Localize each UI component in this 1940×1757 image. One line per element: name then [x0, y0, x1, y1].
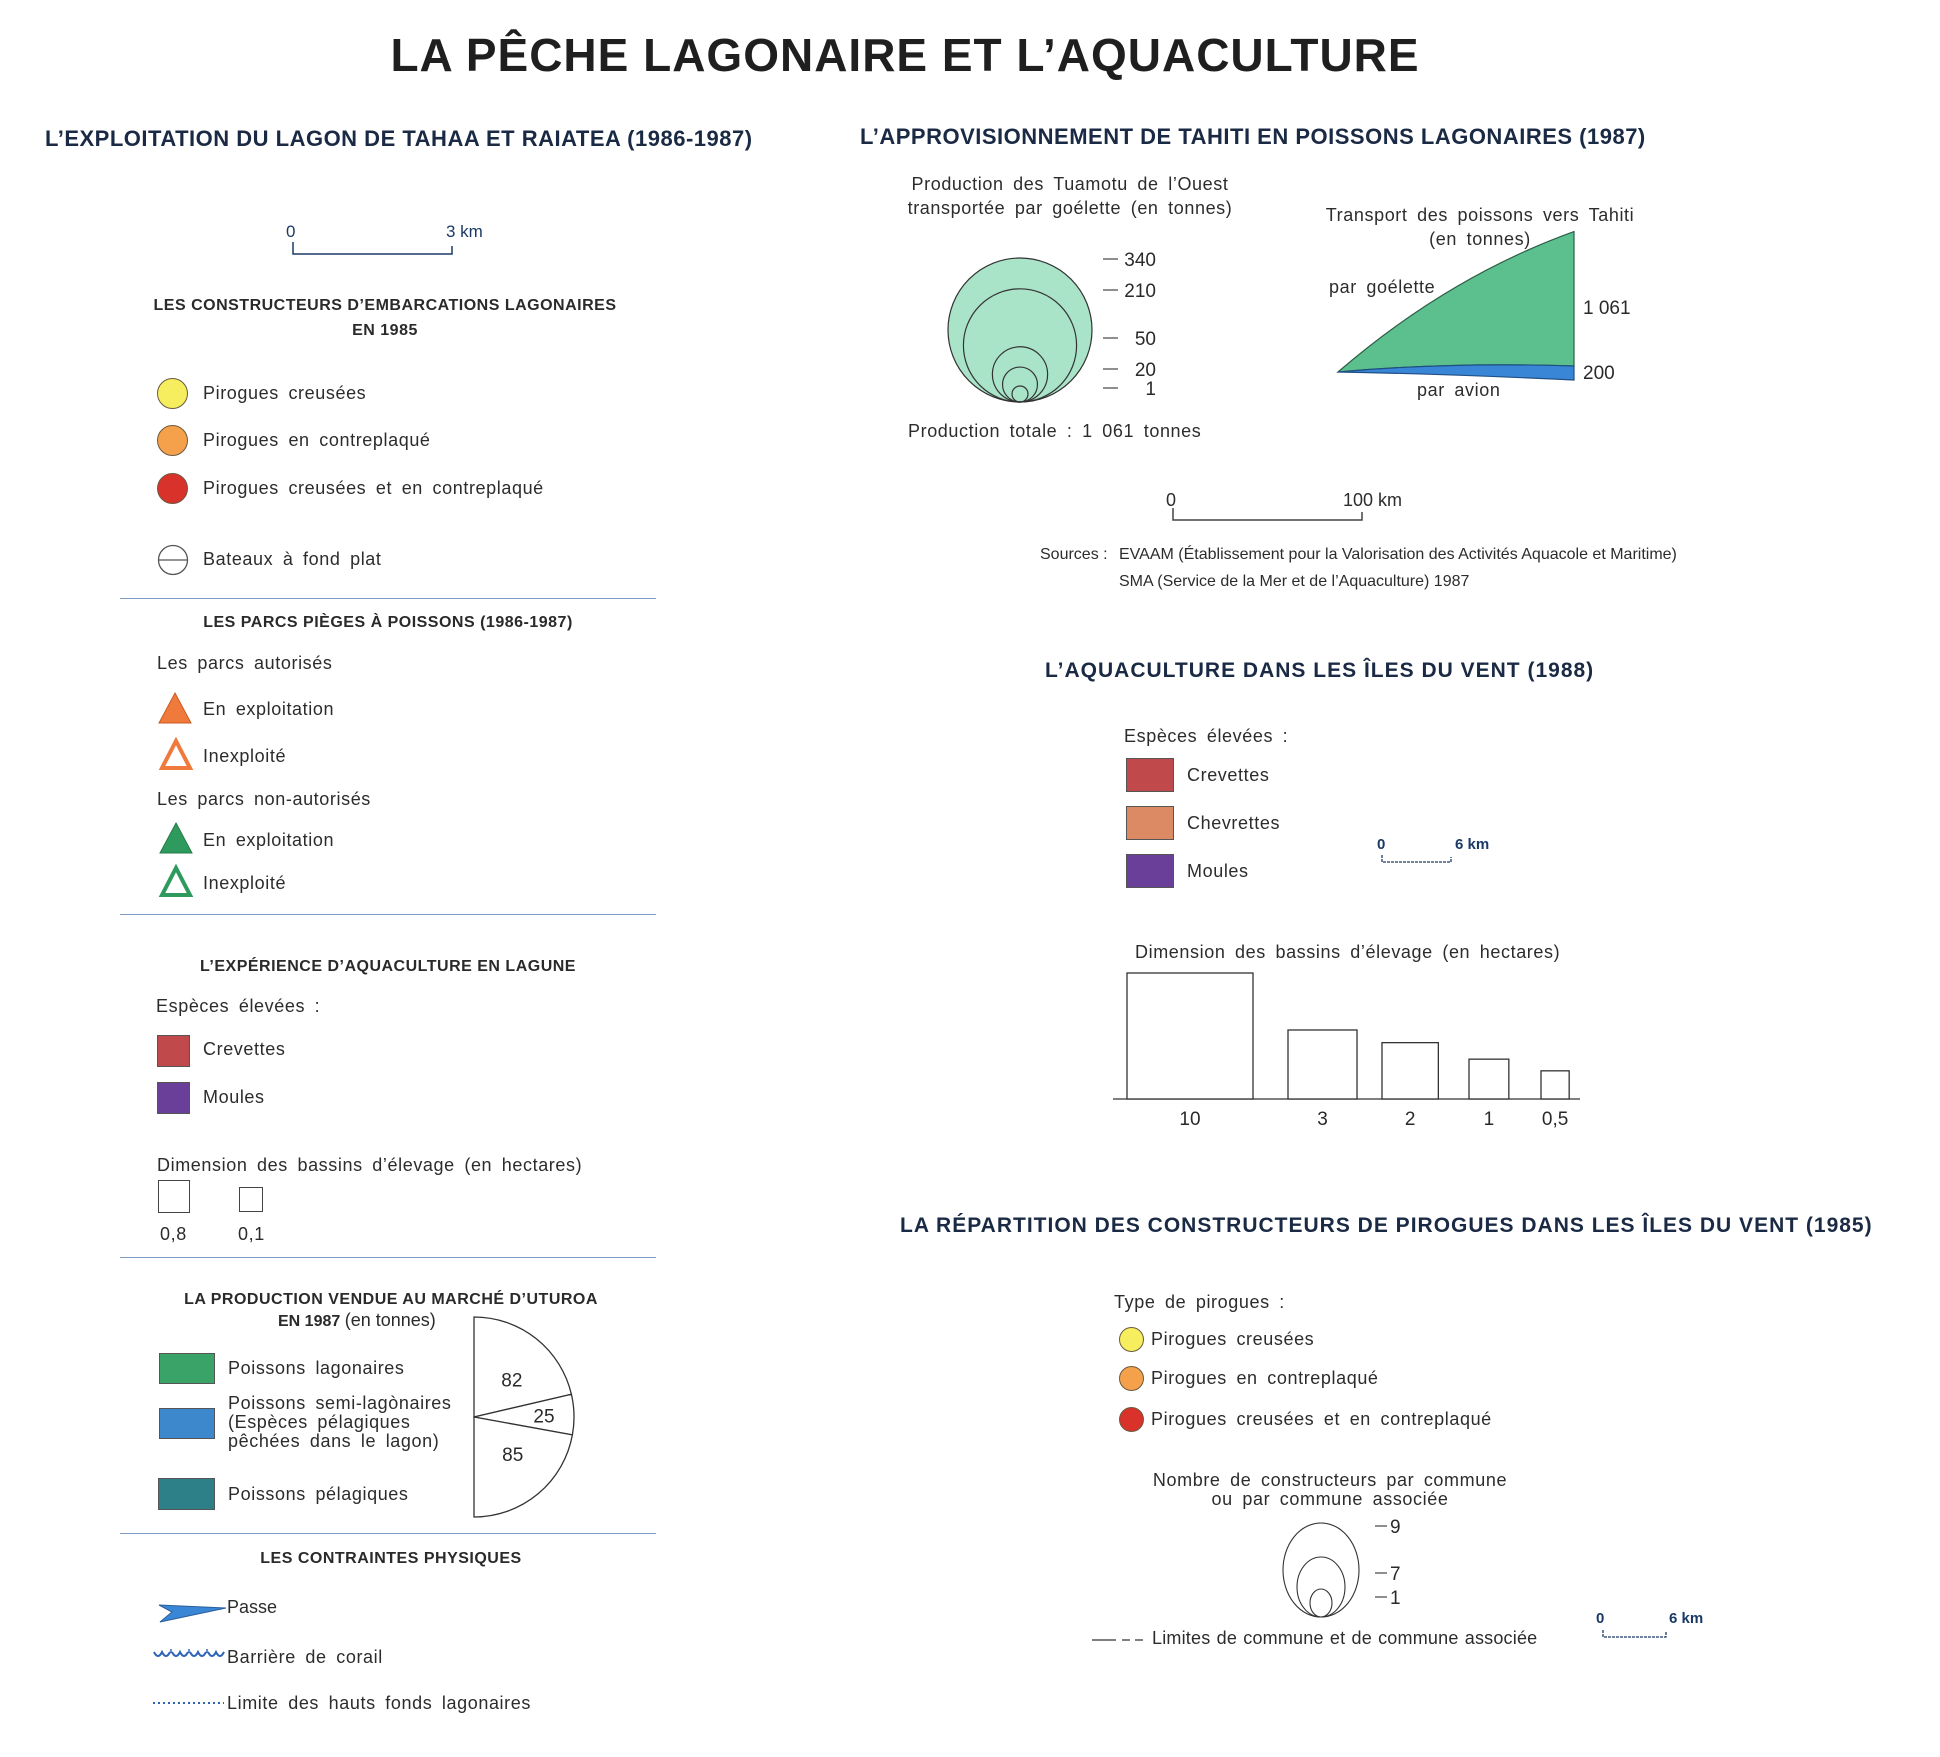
- legend-label: Poissons pélagiques: [228, 1484, 409, 1504]
- scale-end-label: 3 km: [446, 222, 483, 241]
- legend-label: Bateaux à fond plat: [203, 549, 382, 569]
- orange-circle-icon: [1119, 1366, 1144, 1391]
- red-circle-icon: [157, 473, 188, 504]
- scale-end-label: 100 km: [1343, 490, 1403, 510]
- bar-label: 10: [1179, 1109, 1201, 1130]
- nombre-line-1: Nombre de constructeurs par commune: [1152, 1470, 1508, 1490]
- parcs-title: LES PARCS PIÈGES À POISSONS (1986-1987): [203, 614, 573, 631]
- limites-label: Limites de commune et de commune associée: [1152, 1628, 1538, 1648]
- par-goelette-label: par goélette: [1329, 277, 1436, 297]
- legend-label: En exploitation: [203, 830, 335, 850]
- basin-size-label: 0,1: [238, 1224, 265, 1244]
- legend-label: Chevrettes: [1187, 813, 1281, 833]
- section-divider: [120, 598, 656, 599]
- sources-label: Sources :: [1040, 546, 1108, 563]
- divided-circle-icon: [157, 544, 189, 576]
- pie-value-label: 85: [502, 1444, 524, 1466]
- circle-value-label: 7: [1390, 1564, 1401, 1585]
- constructeurs-title-1: LES CONSTRUCTEURS D’EMBARCATIONS LAGONAIRES: [153, 297, 617, 314]
- proportional-circle: [1297, 1557, 1345, 1617]
- hollow-green-triangle-icon: [159, 865, 193, 897]
- section-divider: [120, 1257, 656, 1258]
- filled-orange-triangle-icon: [158, 692, 192, 724]
- left-section-heading: L’EXPLOITATION DU LAGON DE TAHAA ET RAIATEA (1986-1987): [45, 126, 753, 151]
- scale-end-label: 6 km: [1455, 836, 1490, 853]
- legend-label: Poissons semi-lagònaires: [228, 1393, 452, 1413]
- coral-barrier-icon: [152, 1648, 224, 1662]
- circle-value-label: 50: [1134, 329, 1156, 350]
- circle-value-label: 210: [1124, 281, 1156, 302]
- sources-line-1: EVAAM (Établissement pour la Valorisation des Activités Aquacole et Maritime): [1119, 546, 1677, 563]
- legend-label: pêchées dans le lagon): [228, 1431, 440, 1451]
- moules-swatch: [157, 1082, 190, 1114]
- par-avion-label: par avion: [1417, 380, 1501, 400]
- aquaculture-title: L’EXPÉRIENCE D’AQUACULTURE EN LAGUNE: [200, 958, 576, 975]
- legend-label: Moules: [1187, 861, 1249, 881]
- tuamotu-line-1: Production des Tuamotu de l’Ouest: [911, 174, 1229, 194]
- commune-limit-icon: [1092, 1638, 1152, 1642]
- bar: [1469, 1059, 1509, 1099]
- avion-value-label: 200: [1583, 363, 1615, 384]
- legend-label: Poissons lagonaires: [228, 1358, 405, 1378]
- crevettes-swatch: [1126, 758, 1174, 792]
- semi-lagonaires-swatch: [159, 1408, 215, 1439]
- scale-zero-label: 0: [1596, 1610, 1605, 1627]
- legend-label: Pirogues en contreplaqué: [203, 430, 431, 450]
- contraintes-title: LES CONTRAINTES PHYSIQUES: [260, 1550, 522, 1567]
- scale-bar: [292, 242, 462, 256]
- production-half-pie-chart: [440, 1310, 590, 1525]
- page-title: LA PÊCHE LAGONAIRE ET L’AQUACULTURE: [390, 29, 1420, 81]
- constructeurs-title-2: EN 1985: [352, 322, 418, 339]
- tuamotu-line-2: transportée par goélette (en tonnes): [907, 198, 1233, 218]
- legend-label: Pirogues creusées: [203, 383, 367, 403]
- pie-value-label: 25: [533, 1406, 555, 1428]
- circle-value-label: 1: [1145, 379, 1156, 400]
- orange-circle-icon: [157, 425, 188, 456]
- crevettes-swatch: [157, 1035, 190, 1067]
- production-totale: Production totale : 1 061 tonnes: [908, 421, 1202, 441]
- scale-bar: [1381, 855, 1461, 865]
- scale-zero-label: 0: [1166, 490, 1177, 510]
- yellow-circle-icon: [1119, 1327, 1144, 1352]
- legend-label: Passe: [227, 1597, 278, 1617]
- production-unit: (en tonnes): [344, 1310, 436, 1330]
- bar: [1541, 1071, 1569, 1099]
- legend-label: Pirogues creusées: [1151, 1329, 1315, 1349]
- goelette-flow: [1338, 232, 1574, 372]
- legend-label: Crevettes: [1187, 765, 1270, 785]
- bassins-bar-chart: [1105, 965, 1585, 1135]
- scale-bar: [1602, 1630, 1682, 1640]
- legend-label: Pirogues creusées et en contreplaqué: [1151, 1409, 1492, 1429]
- yellow-circle-icon: [157, 378, 188, 409]
- proportional-circle: [948, 258, 1092, 402]
- bar-label: 2: [1404, 1109, 1416, 1130]
- pelagiques-swatch: [158, 1478, 215, 1510]
- iles-aquaculture-heading: L’AQUACULTURE DANS LES ÎLES DU VENT (1988): [1045, 659, 1595, 682]
- production-title-2: [278, 1310, 436, 1331]
- legend-label: Inexploité: [203, 873, 287, 893]
- nombre-line-2: ou par commune associée: [1211, 1489, 1449, 1509]
- transport-line-1: Transport des poissons vers Tahiti: [1325, 205, 1635, 225]
- basin-size-label: 0,8: [160, 1224, 187, 1244]
- transport-line-2: (en tonnes): [1429, 229, 1531, 249]
- proportional-circle: [1283, 1523, 1359, 1617]
- bar: [1288, 1030, 1357, 1099]
- especes-label: Espèces élevées :: [1124, 726, 1289, 746]
- chevrettes-swatch: [1126, 806, 1174, 840]
- filled-green-triangle-icon: [159, 822, 193, 854]
- sources-line-2: SMA (Service de la Mer et de l’Aquaculture) 1987: [1119, 573, 1470, 590]
- section-divider: [120, 914, 656, 915]
- pie-slice: [474, 1417, 572, 1517]
- dimension-label: Dimension des bassins d’élevage (en hectares): [157, 1155, 583, 1175]
- circle-value-label: 340: [1124, 250, 1156, 271]
- production-title-1: LA PRODUCTION VENDUE AU MARCHÉ D’UTUROA: [184, 1291, 598, 1308]
- pie-value-label: 82: [501, 1370, 523, 1392]
- legend-label: Barrière de corail: [227, 1647, 383, 1667]
- right-section-heading: L’APPROVISIONNEMENT DE TAHITI EN POISSONS LAGONAIRES (1987): [860, 124, 1646, 149]
- legend-label: Moules: [203, 1087, 265, 1107]
- legend-label: Pirogues creusées et en contreplaqué: [203, 478, 544, 498]
- legend-label: En exploitation: [203, 699, 335, 719]
- tuamotu-proportional-circles: [940, 250, 1180, 410]
- bar: [1382, 1043, 1438, 1099]
- shallows-limit-icon: [152, 1700, 226, 1706]
- legend-label: Pirogues en contreplaqué: [1151, 1368, 1379, 1388]
- legend-label: Limite des hauts fonds lagonaires: [227, 1693, 531, 1713]
- bar: [1127, 973, 1253, 1099]
- bar-label: 0,5: [1541, 1109, 1569, 1130]
- scale-zero-label: 0: [286, 222, 296, 241]
- parcs-autorises-label: Les parcs autorisés: [157, 653, 333, 673]
- section-divider: [120, 1533, 656, 1534]
- basin-size-large: [158, 1180, 190, 1213]
- passe-arrow-icon: [158, 1600, 228, 1624]
- bar-label: 3: [1317, 1109, 1328, 1130]
- legend-label: (Espèces pélagiques: [228, 1412, 411, 1432]
- legend-label: Crevettes: [203, 1039, 286, 1059]
- circle-value-label: 1: [1390, 1588, 1401, 1609]
- parcs-non-autorises-label: Les parcs non-autorisés: [157, 789, 371, 809]
- scale-zero-label: 0: [1377, 836, 1386, 853]
- constructeurs-proportional-circles: [1260, 1505, 1420, 1625]
- basin-size-small: [239, 1187, 263, 1212]
- scale-end-label: 6 km: [1669, 1610, 1704, 1627]
- proportional-circle: [1310, 1589, 1332, 1617]
- legend-label: Inexploité: [203, 746, 287, 766]
- bassins-chart-title: Dimension des bassins d’élevage (en hectares): [1135, 942, 1561, 962]
- hollow-orange-triangle-icon: [159, 738, 193, 770]
- circle-value-label: 9: [1390, 1517, 1401, 1538]
- bar-label: 1: [1483, 1109, 1495, 1130]
- scale-bar: [1172, 508, 1372, 522]
- circle-value-label: 20: [1134, 360, 1156, 381]
- lagonaires-swatch: [159, 1353, 215, 1384]
- especes-label: Espèces élevées :: [156, 996, 321, 1016]
- type-pirogues-label: Type de pirogues :: [1114, 1292, 1285, 1312]
- moules-swatch: [1126, 854, 1174, 888]
- production-year: EN 1987: [278, 1313, 341, 1330]
- goelette-value-label: 1 061: [1583, 298, 1631, 319]
- repartition-heading: LA RÉPARTITION DES CONSTRUCTEURS DE PIROGUES DANS LES ÎLES DU VENT (1985): [900, 1214, 1873, 1237]
- red-circle-icon: [1119, 1407, 1144, 1432]
